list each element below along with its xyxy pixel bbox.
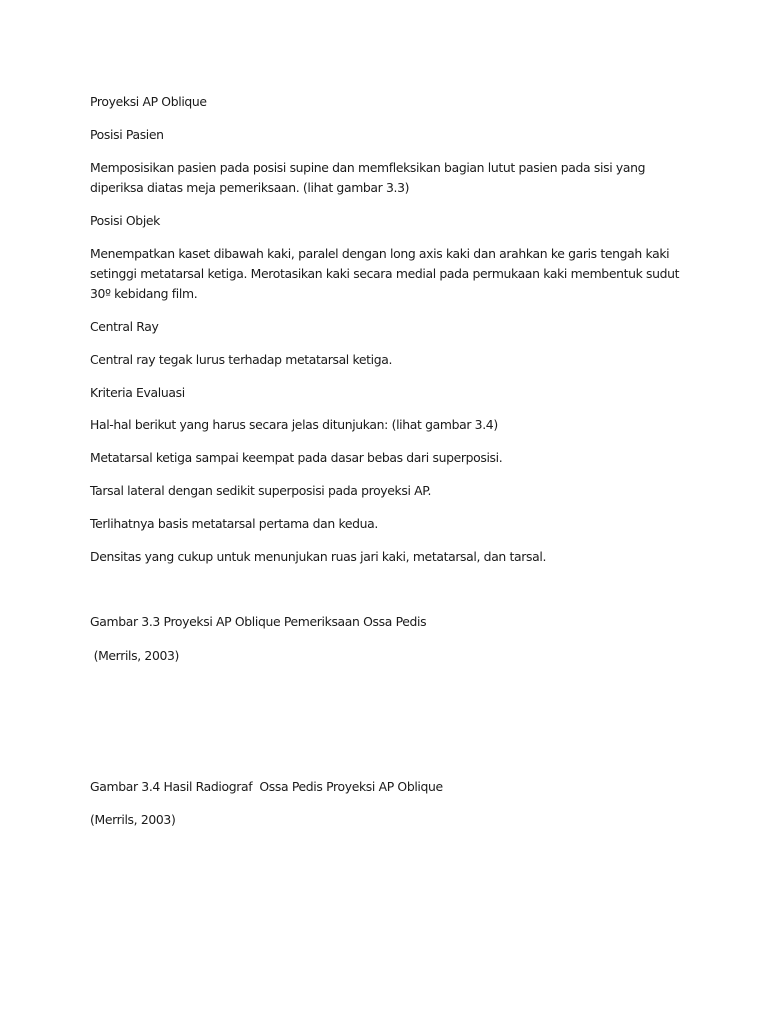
posisi-pasien-heading: Posisi Pasien — [90, 127, 164, 142]
kriteria-item: Terlihatnya basis metatarsal pertama dan kedua. — [90, 516, 378, 531]
posisi-objek-heading: Posisi Objek — [90, 213, 161, 228]
central-ray-text: Central ray tegak lurus terhadap metatarsal ketiga. — [90, 352, 393, 367]
kriteria-item: Densitas yang cukup untuk menunjukan ruas jari kaki, metatarsal, dan tarsal. — [90, 549, 547, 564]
figure-3-3-caption: Gambar 3.3 Proyeksi AP Oblique Pemeriksaan Ossa Pedis — [90, 614, 427, 629]
document-page — [90, 0, 690, 1024]
figure-3-3-source: (Merrils, 2003) — [90, 648, 180, 663]
document-title: Proyeksi AP Oblique — [90, 94, 207, 109]
kriteria-heading: Kriteria Evaluasi — [90, 385, 185, 400]
posisi-objek-text: Menempatkan kaset dibawah kaki, paralel dengan long axis kaki dan arahkan ke garis tengah kaki setinggi metatarsal ketiga. Merotasikan kaki secara medial pada permukaan kaki membentuk sudut 30º kebidang film. — [90, 246, 680, 301]
figure-3-4-source: (Merrils, 2003) — [90, 812, 176, 827]
kriteria-item: Tarsal lateral dengan sedikit superposisi pada proyeksi AP. — [90, 483, 432, 498]
figure-3-4-caption: Gambar 3.4 Hasil Radiograf Ossa Pedis Proyeksi AP Oblique — [90, 779, 443, 794]
posisi-pasien-text: Memposisikan pasien pada posisi supine dan memfleksikan bagian lutut pasien pada sisi yang diperiksa diatas meja pemeriksaan. (lihat gambar 3.3) — [90, 160, 646, 195]
kriteria-item: Metatarsal ketiga sampai keempat pada dasar bebas dari superposisi. — [90, 450, 503, 465]
kriteria-intro: Hal-hal berikut yang harus secara jelas ditunjukan: (lihat gambar 3.4) — [90, 417, 498, 432]
central-ray-heading: Central Ray — [90, 319, 159, 334]
